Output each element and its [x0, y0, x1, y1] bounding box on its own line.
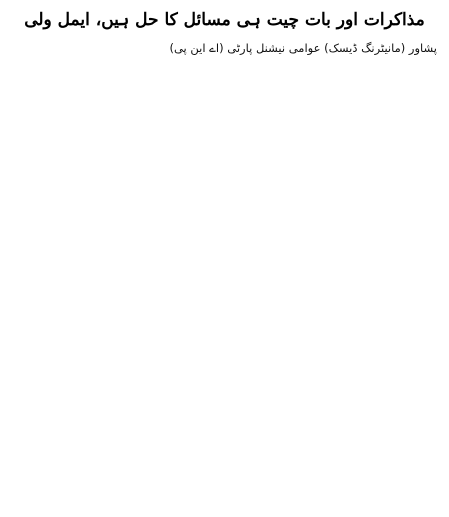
article-dateline: پشاور (مانیٹرنگ ڈیسک) عوامی نیشنل پارٹی (اے این پی): [169, 41, 437, 55]
article-headline: مذاکرات اور بات چیت ہی مسائل کا حل ہیں، ایمل ولی: [24, 10, 425, 30]
article-body: [12, 38, 437, 59]
